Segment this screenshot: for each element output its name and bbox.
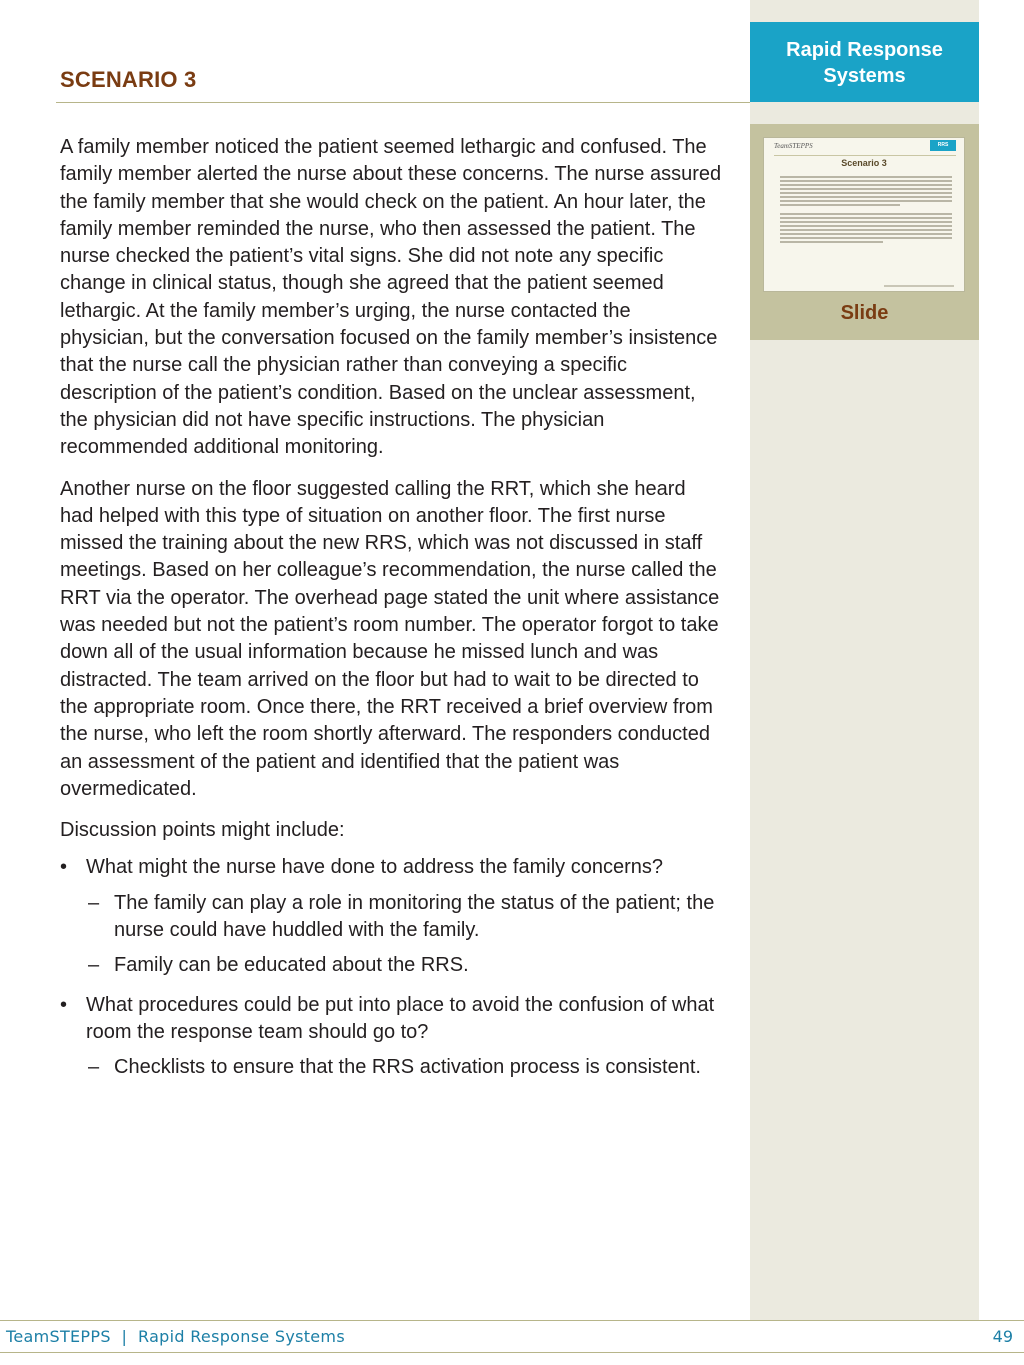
discussion-answer [60,952,724,979]
discussion-question: What procedures could be put into place to avoid the confusion of what room the response team should go to? [86,993,715,1043]
scenario-paragraph-1: A family member noticed the patient seemed lethargic and confused. The family member alerted the nurse about these concerns. The nurse assured the family member that she would check on the patient. An hour later, the family member reminded the nurse, who then assessed the patient. The nurse checked the patient’s vital signs. She did not note any specific change in clinical status, though she agreed that the patient seemed lethargic. At the family member’s urging, the nurse contacted the physician, but the conversation focused on the family member’s insistence that the nurse call the physician rather than conveying a specific description of the patient’s condition. Based on the unclear assessment, the physician did not have specific instructions. The physician recommended additional monitoring. [60,136,722,459]
thumbnail-rule [774,155,956,156]
scenario-paragraph-2: Another nurse on the floor suggested calling the RRT, which she heard had helped with this type of situation on another floor. The first nurse missed the training about the new RRS, which was not discussed in staff meetings. Based on her colleague’s recommendation, the nurse called the RRT via the operator. The overhead page stated the unit where assistance was needed but not the patient’s room number. The operator forgot to take down all of the usual information because he missed lunch and was distracted. The team arrived on the floor but had to wait to be directed to the appropriate room. Once there, the RRT received a brief overview from the nurse, who left the room shortly afterward. The responders conducted an assessment of the patient and identified that the patient was overmedicated. [60,477,720,800]
discussion-answer [60,890,724,945]
bullet-marker: • [60,856,68,879]
dash-marker: – [88,1056,100,1079]
page-title: SCENARIO 3 [60,67,197,92]
discussion-question: What might the nurse have done to address the family concerns? [86,856,663,879]
slide-thumbnail[interactable] [763,137,965,292]
thumbnail-title: Scenario 3 [841,158,887,168]
answer-text: Family can be educated about the RRS. [114,954,469,977]
page-number: 49 [992,1327,1013,1346]
discussion-intro: Discussion points might include: [60,819,345,842]
slide-label: Slide [840,302,889,324]
footer-bottom-divider [0,1352,1024,1353]
thumbnail-logo: TeamSTEPPS [774,142,813,150]
thumbnail-text-lines [780,176,952,245]
answer-text: The family can play a role in monitoring the status of the patient; the nurse could have huddled with the family. [114,891,715,942]
dash-marker: – [88,954,100,977]
bullet-marker: • [60,993,68,1016]
discussion-point [60,992,724,1047]
thumbnail-tag: RRS [930,140,956,151]
dash-marker: – [88,891,100,914]
footer-divider [0,1320,1024,1321]
footer-text: TeamSTEPPS | Rapid Response Systems [6,1327,345,1346]
discussion-answer [60,1054,724,1081]
answer-text: Checklists to ensure that the RRS activation process is consistent. [114,1056,701,1079]
section-tab: Rapid Response Systems [750,22,979,102]
slide-panel [750,124,979,340]
discussion-point [60,854,724,881]
main-content [60,134,724,1090]
title-divider [56,102,750,103]
thumbnail-footer [884,285,954,287]
